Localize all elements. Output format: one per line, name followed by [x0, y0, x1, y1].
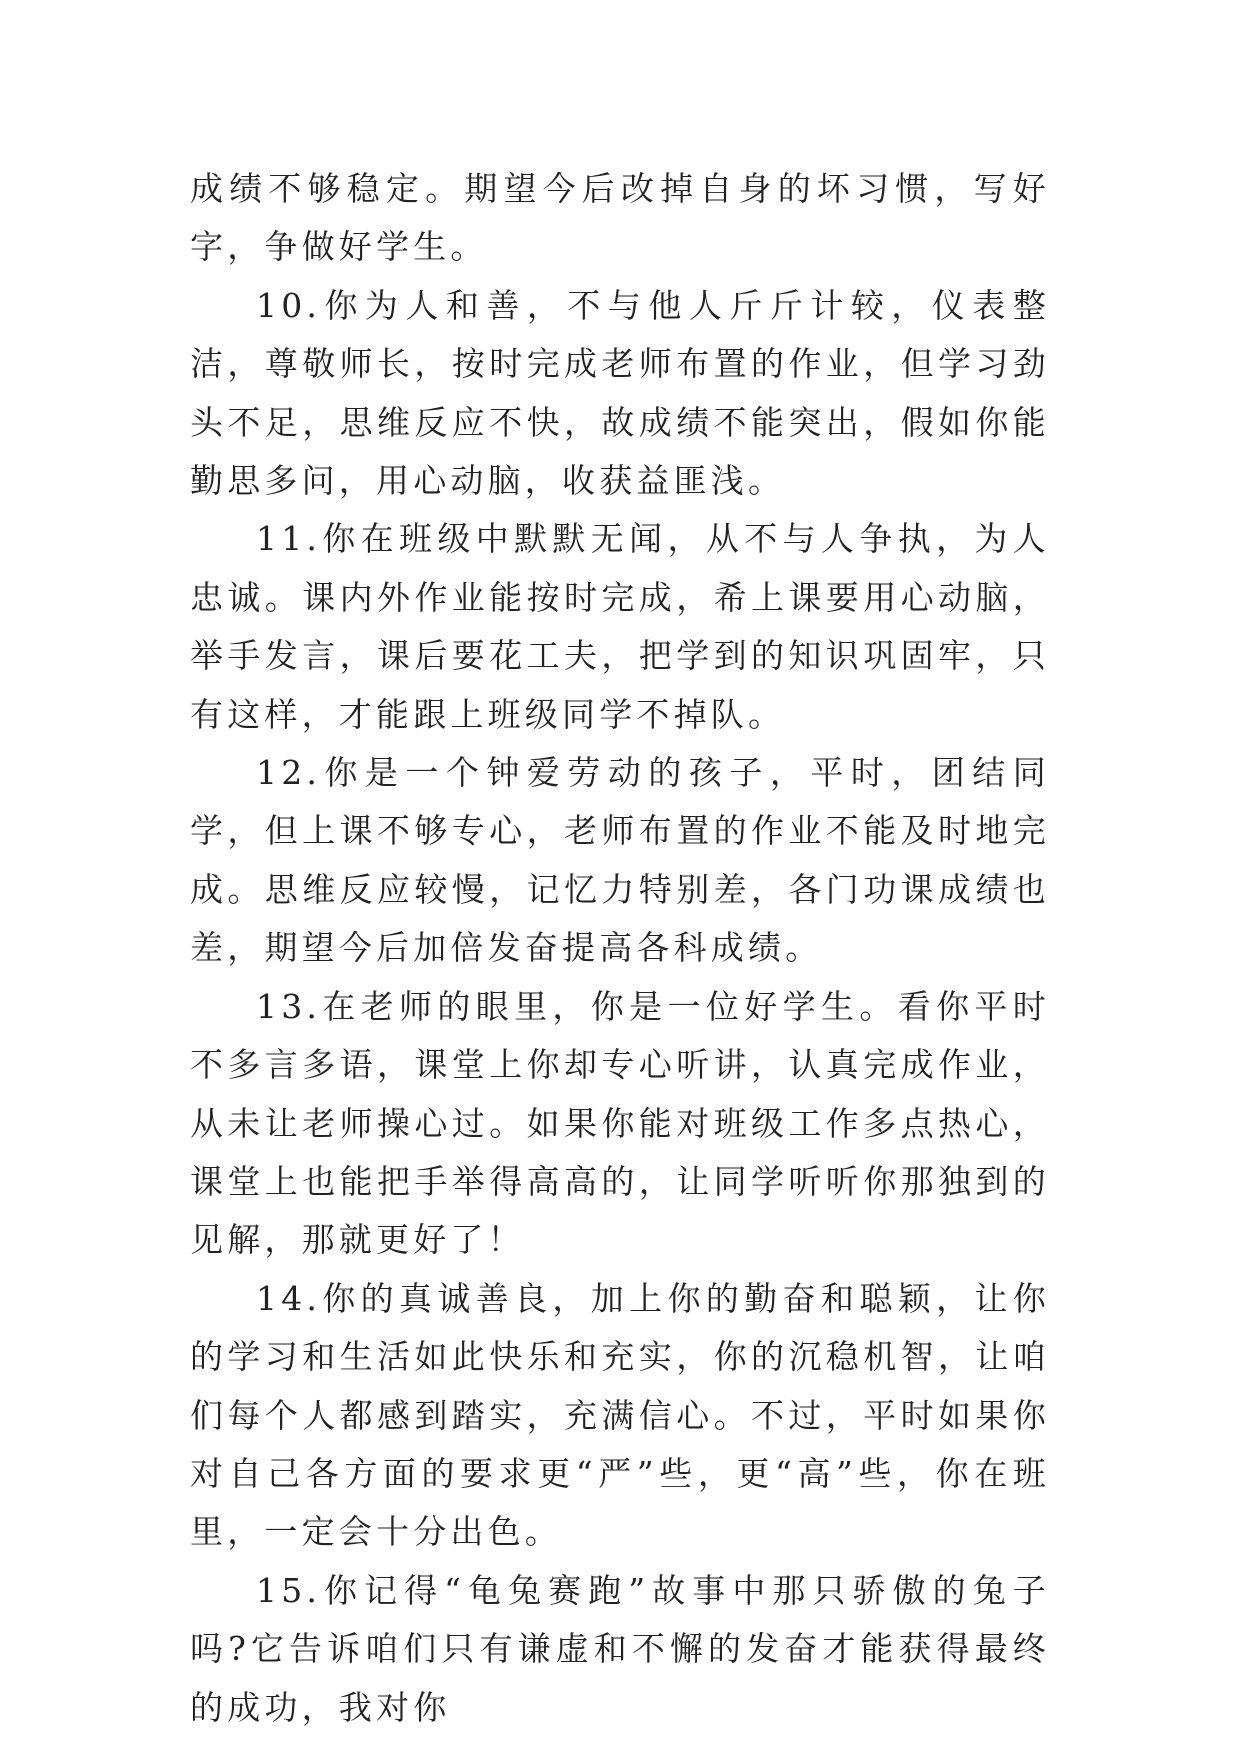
paragraph-item-14: 14.你的真诚善良，加上你的勤奋和聪颖，让你的学习和生活如此快乐和充实，你的沉稳机智，让咱们每个人都感到踏实，充满信心。不过，平时如果你对自己各方面的要求更“严”些，更“高”些，你在班里，一定会十分出色。: [190, 1278, 1050, 1552]
document-body: [190, 160, 1050, 1737]
paragraph-item-15: 15.你记得“龟兔赛跑”故事中那只骄傲的兔子吗?它告诉咱们只有谦虚和不懈的发奋才能获得最终的成功，我对你: [190, 1570, 1050, 1727]
paragraph-item-11: 11.你在班级中默默无闻，从不与人争执，为人忠诚。课内外作业能按时完成，希上课要用心动脑，举手发言，课后要花工夫，把学到的知识巩固牢，只有这样，才能跟上班级同学不掉队。: [190, 519, 1050, 734]
paragraph-item-10: 10.你为人和善，不与他人斤斤计较，仪表整洁，尊敬师长，按时完成老师布置的作业，但学习劲头不足，思维反应不快，故成绩不能突出，假如你能勤思多问，用心动脑，收获益匪浅。: [190, 285, 1050, 501]
paragraph-continuation: 成绩不够稳定。期望今后改掉自身的坏习惯，写好字，争做好学生。: [190, 169, 1050, 267]
paragraph-item-13: 13.在老师的眼里，你是一位好学生。看你平时不多言多语，课堂上你却专心听讲，认真完成作业，从未让老师操心过。如果你能对班级工作多点热心，课堂上也能把手举得高高的，让同学听听你那独到的见解，那就更好了！: [190, 986, 1050, 1260]
paragraph-item-12: 12.你是一个钟爱劳动的孩子，平时，团结同学，但上课不够专心，老师布置的作业不能及时地完成。思维反应较慢，记忆力特别差，各门功课成绩也差，期望今后加倍发奋提高各科成绩。: [190, 753, 1050, 968]
